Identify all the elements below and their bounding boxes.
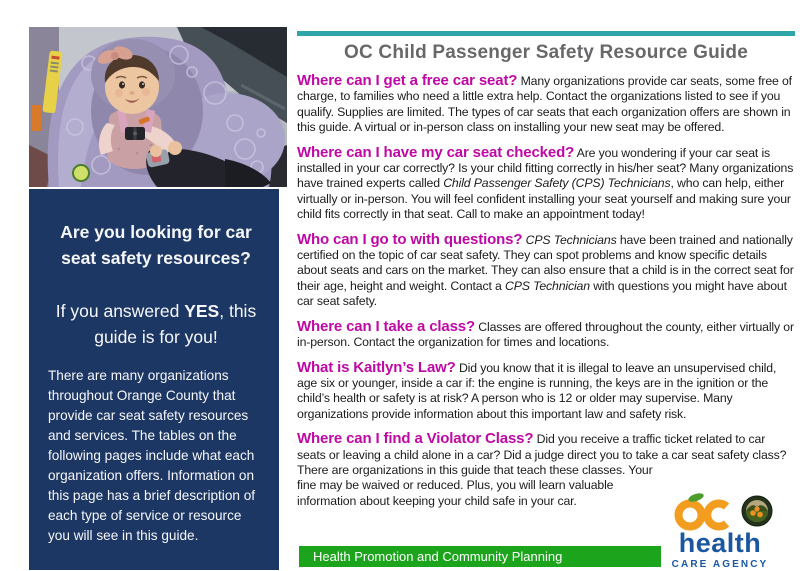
sections xyxy=(297,73,795,509)
panel-subheading: If you answered YES, this guide is for you! xyxy=(55,301,257,347)
county-of-orange-seal xyxy=(742,496,772,526)
section-question: Where can I have my car seat checked? xyxy=(297,143,575,161)
footer-band: Health Promotion and Community Planning xyxy=(299,546,661,567)
section-seat-checked xyxy=(297,145,795,223)
panel-paragraph: There are many organizations throughout Orange County that provide car seat safety resources and services. The tables on the following pages include what each organization offers. Information on this page has a brief description of each type of service or resource you will see in this guide. xyxy=(48,368,256,543)
section-question: Who can I go to with questions? xyxy=(297,230,523,248)
section-take-class xyxy=(297,319,795,351)
section-body-wrapped: There are organizations in this guide that teach these classes. Your fine may be waived or reduced. Plus, you will learn valuable information about keeping your child safe in your car. xyxy=(297,462,653,508)
baby-car-seat-photo xyxy=(29,27,287,187)
section-question: Where can I get a free car seat? xyxy=(297,72,518,89)
baby-car-seat-illustration xyxy=(29,27,287,187)
title-accent-bar xyxy=(297,31,795,36)
section-body: Classes are offered throughout the county, either virtually or in-person. Contact the organization for times and locations. xyxy=(297,319,794,350)
section-questions xyxy=(297,232,795,310)
oc-health-logo xyxy=(665,492,775,571)
logo-care-agency-text: CARE AGENCY xyxy=(671,559,769,570)
logo-health-text: health xyxy=(678,528,762,558)
section-body: Are you wondering if your car seat is installed in your car correctly? Is your child fitting correctly in his/her seat? Many organizations have trained experts called Child Passenger Safety (CPS) Technicians, who can help, either virtually or in-person. You will feel confident installing your seat yourself and making sure your child fits correctly in that seat. Call to make an appointment today! xyxy=(297,145,794,222)
section-question: Where can I take a class? xyxy=(297,317,476,335)
section-body: CPS Technicians have been trained and nationally certified on the topic of car seat safety. They can spot problems and know specific details about seats and cars on the market. They can also ensure that a child is in the correct seat for their age, height and weight. Contact a CPS Technician with questions you might have about car seat safety. xyxy=(297,232,794,309)
section-question: Where can I find a Violator Class? xyxy=(297,430,534,448)
section-body: Many organizations provide car seats, some free of charge, to families who need a little extra help. Contact the organizations listed to see if you qualify. Supplies are limited. The types of car seats that each organization offers are shown in this guide. A virtual or in-person class on installing your new seat may be offered. xyxy=(297,74,792,135)
section-kaitlyns-law xyxy=(297,360,795,423)
intro-panel xyxy=(29,189,279,570)
section-free-car-seat xyxy=(297,73,795,136)
main-content xyxy=(297,31,795,571)
section-body: Did you know that it is illegal to leave an unsupervised child, age six or younger, inside a car if: the engine is running, the keys are in the ignition or the child’s health or safety is at risk? A person who is 12 or older may supervise. Many organizations provide information about this important law and safety risk. xyxy=(297,360,777,421)
section-body: Did you receive a traffic ticket related to car seats or leaving a child alone in a car? Did a judge direct you to take a car seat safety class? xyxy=(297,432,787,462)
oc-logo-mark xyxy=(666,492,774,532)
panel-heading: Are you looking for car seat safety resources? xyxy=(60,222,252,268)
page-title: OC Child Passenger Safety Resource Guide xyxy=(344,42,748,63)
section-question: What is Kaitlyn’s Law? xyxy=(297,358,456,376)
